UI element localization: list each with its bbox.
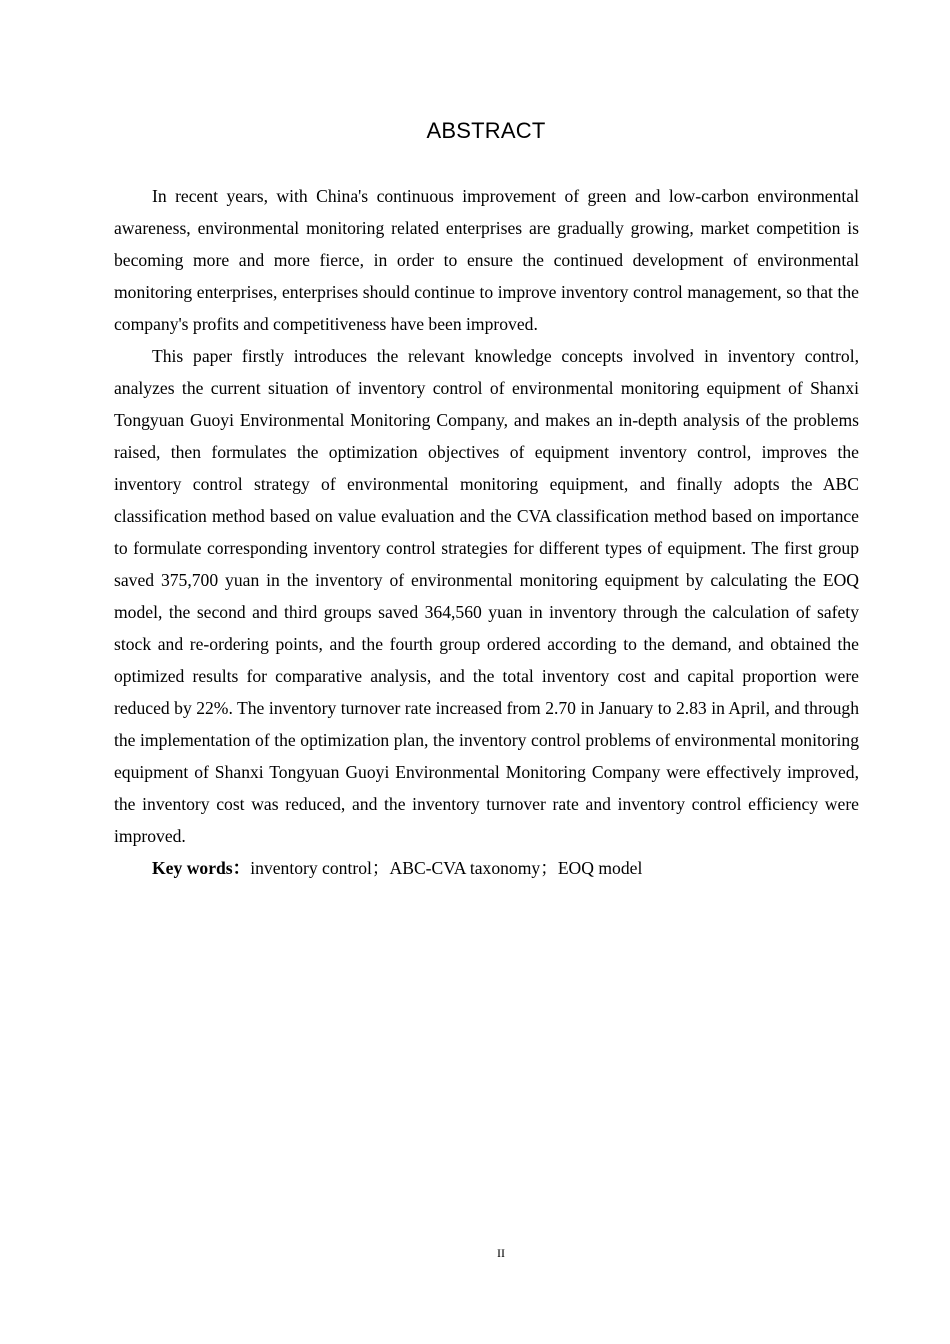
abstract-body	[114, 180, 859, 884]
keyword-item: EOQ model	[557, 858, 643, 878]
abstract-title: ABSTRACT	[426, 118, 546, 143]
abstract-paragraph-2: This paper firstly introduces the relevant knowledge concepts involved in inventory control, analyzes the current situation of inventory control of environmental monitoring equipment of Shanxi Tongyuan Guoyi Environmental Monitoring Company, and makes an in-depth analysis of the problems raised, then formulates the optimization objectives of equipment inventory control, improves the inventory control strategy of environmental monitoring equipment, and finally adopts the ABC classification method based on value evaluation and the CVA classification method based on importance to formulate corresponding inventory control strategies for different types of equipment. The first group saved 375,700 yuan in the inventory of environmental monitoring equipment by calculating the EOQ model, the second and third groups saved 364,560 yuan in inventory through the calculation of safety stock and re-ordering points, and the fourth group ordered according to the demand, and obtained the optimized results for comparative analysis, and the total inventory cost and capital proportion were reduced by 22%. The inventory turnover rate increased from 2.70 in January to 2.83 in April, and through the implementation of the optimization plan, the inventory control problems of environmental monitoring equipment of Shanxi Tongyuan Guoyi Environmental Monitoring Company were effectively improved, the inventory cost was reduced, and the inventory turnover rate and inventory control efficiency were improved.	[114, 346, 859, 846]
keyword-item: ABC-CVA taxonomy；	[389, 858, 558, 878]
keywords-line	[114, 852, 859, 884]
keyword-item: inventory control；	[250, 858, 390, 878]
abstract-paragraph-1: In recent years, with China's continuous improvement of green and low-carbon environmental awareness, environmental monitoring related enterprises are gradually growing, market competition is becoming more and more fierce, in order to ensure the continued development of environmental monitoring enterprises, enterprises should continue to improve inventory control management, so that the company's profits and competitiveness have been improved.	[114, 186, 859, 334]
keywords-label: Key words：	[152, 858, 251, 878]
page-number: II	[497, 1246, 505, 1260]
